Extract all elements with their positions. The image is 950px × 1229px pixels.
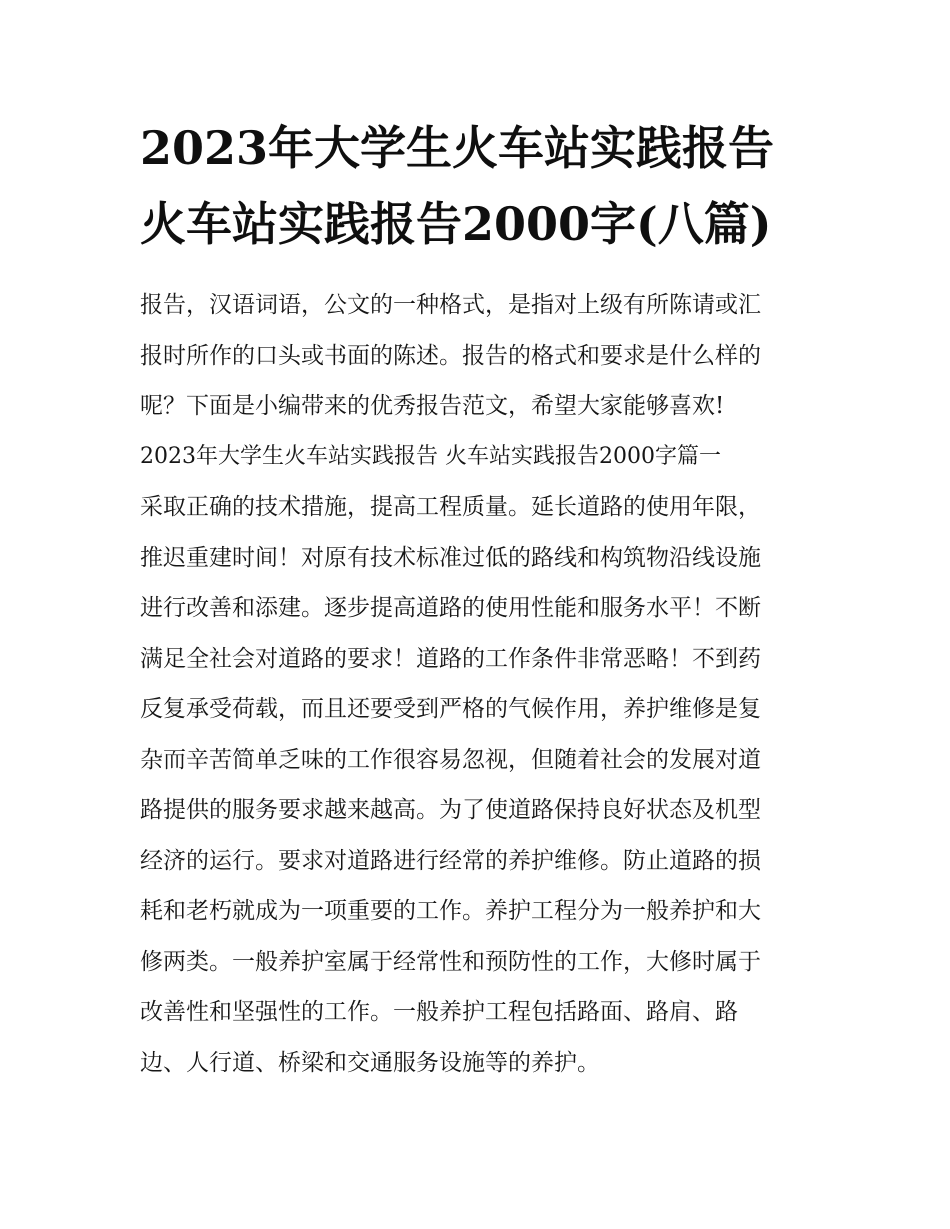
document-body [140, 280, 820, 1088]
body-line-1: 采取正确的技术措施，提高工程质量。延长道路的使用年限， [140, 494, 761, 520]
body-line-11: 改善性和坚强性的工作。一般养护工程包括路面、路肩、路 [140, 999, 738, 1025]
body-line-6: 杂而辛苦简单乏味的工作很容易忽视，但随着社会的发展对道 [140, 746, 761, 773]
body-line-2: 推迟重建时间！对原有技术标准过低的路线和构筑物沿线设施 [140, 544, 761, 571]
intro-line-1: 报告，汉语词语，公文的一种格式，是指对上级有所陈请或汇 [140, 292, 761, 318]
body-line-4: 满足全社会对道路的要求！道路的工作条件非常恶略！不到药 [140, 645, 761, 672]
body-line-10: 修两类。一般养护室属于经常性和预防性的工作，大修时属于 [140, 948, 761, 975]
title-line-2: 火车站实践报告2000字(八篇) [140, 197, 772, 251]
body-line-9: 耗和老朽就成为一项重要的工作。养护工程分为一般养护和大 [140, 898, 761, 924]
document-title [140, 110, 820, 262]
intro-line-2: 报时所作的口头或书面的陈述。报告的格式和要求是什么样的 [140, 342, 761, 369]
body-line-7: 路提供的服务要求越来越高。为了使道路保持良好状态及机型 [140, 797, 761, 823]
title-line-1: 2023年大学生火车站实践报告 [140, 121, 775, 175]
body-line-8: 经济的运行。要求对道路进行经常的养护维修。防止道路的损 [140, 847, 761, 874]
intro-line-3: 呢？下面是小编带来的优秀报告范文，希望大家能够喜欢! [140, 393, 725, 419]
body-line-12: 边、人行道、桥梁和交通服务设施等的养护。 [140, 1049, 600, 1076]
body-line-3: 进行改善和添建。逐步提高道路的使用性能和服务水平！不断 [140, 595, 761, 621]
body-line-5: 反复承受荷载，而且还要受到严格的气候作用，养护维修是复 [140, 696, 761, 722]
section-heading: 2023年大学生火车站实践报告 火车站实践报告2000字篇一 [140, 443, 721, 469]
